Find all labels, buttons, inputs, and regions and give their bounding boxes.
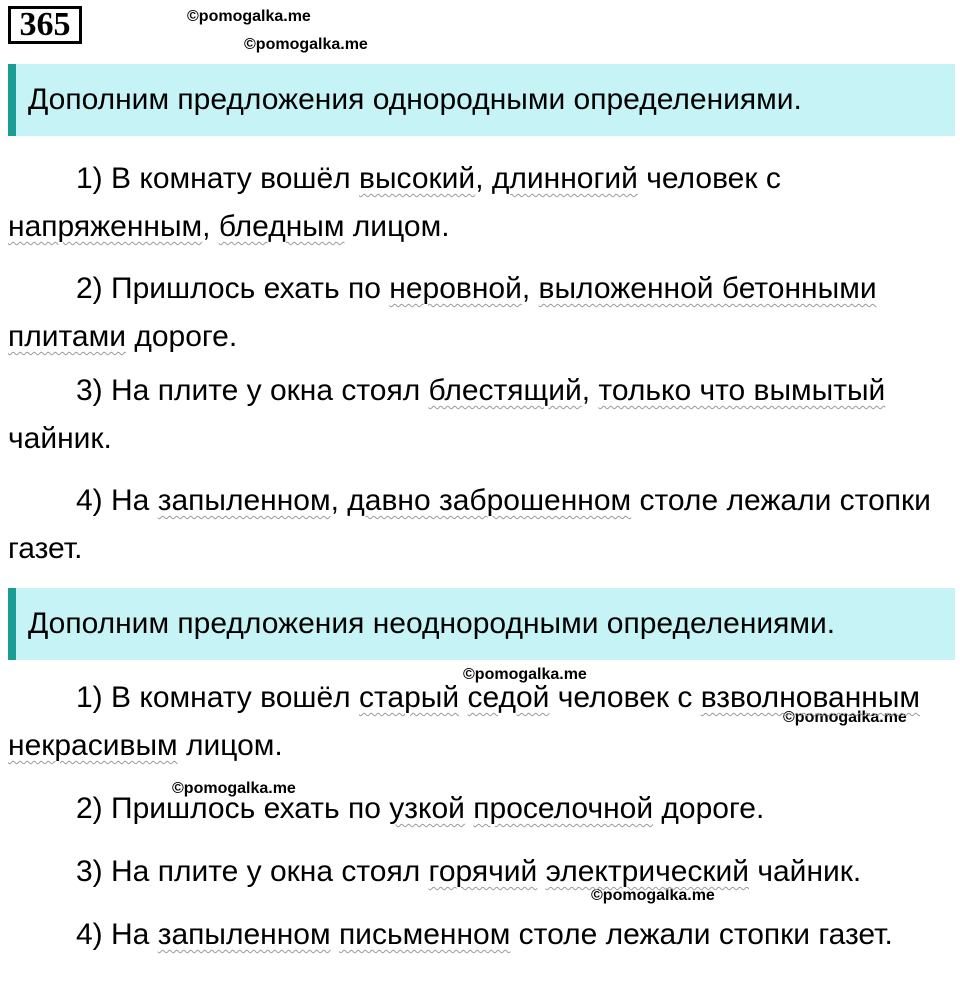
sentence-2-3 xyxy=(8,848,953,896)
sentence-text: 4) На xyxy=(76,484,158,517)
watermark: ©pomogalka.me xyxy=(187,8,311,25)
sentence-2-1 xyxy=(8,674,953,770)
sentence-text: человек с xyxy=(637,162,781,195)
sentence-text: человек с xyxy=(549,681,701,714)
sentence-text: 3) На плите у окна стоял xyxy=(76,374,429,407)
sentence-text: 4) На xyxy=(76,918,158,951)
sentence-text: 1) В комнату вошёл xyxy=(76,681,360,714)
sentence-text: 2) Пришлось ехать по xyxy=(76,792,390,825)
sentence-text xyxy=(331,918,339,951)
sentence-1-4 xyxy=(8,477,953,573)
underlined-definition: узкой xyxy=(389,792,465,825)
sentence-2-4 xyxy=(8,911,953,959)
task-number: 365 xyxy=(8,6,82,44)
underlined-definition: только что вымытый xyxy=(598,374,886,407)
sentence-text: дороге. xyxy=(125,320,238,353)
sentence-text: чайник. xyxy=(749,855,862,888)
underlined-definition: напряженным xyxy=(8,210,203,243)
sentence-text: , xyxy=(581,374,599,407)
underlined-definition: горячий xyxy=(428,855,538,888)
sentence-1-1 xyxy=(8,155,953,251)
sentence-text: , xyxy=(330,484,348,517)
watermark: ©pomogalka.me xyxy=(244,36,368,53)
section-2-heading: Дополним предложения неоднородными определениями. xyxy=(8,588,955,660)
underlined-definition: длинногий xyxy=(491,162,638,195)
underlined-definition: выложенной бетонными плитами xyxy=(8,272,877,353)
underlined-definition: письменном xyxy=(338,918,511,951)
sentence-text: , xyxy=(202,210,219,243)
underlined-definition: старый xyxy=(359,681,460,714)
underlined-definition: некрасивым xyxy=(8,729,178,762)
sentence-text: столе лежали стопки газет. xyxy=(8,484,931,565)
sentence-text: чайник. xyxy=(8,422,112,455)
watermark: ©pomogalka.me xyxy=(783,709,907,726)
sentence-2-2 xyxy=(8,785,953,833)
watermark: ©pomogalka.me xyxy=(591,887,715,904)
sentence-text: дороге. xyxy=(653,792,765,825)
underlined-definition: давно заброшенном xyxy=(347,484,632,517)
underlined-definition: запыленном xyxy=(157,918,331,951)
underlined-definition: седой xyxy=(467,681,550,714)
underlined-definition: блестящий xyxy=(428,374,582,407)
sentence-text: , xyxy=(521,272,539,305)
sentence-text: лицом. xyxy=(344,210,450,243)
sentence-text: 2) Пришлось ехать по xyxy=(76,272,390,305)
sentence-text: столе лежали стопки газет. xyxy=(510,918,893,951)
underlined-definition: запыленном xyxy=(157,484,331,517)
underlined-definition: бледным xyxy=(218,210,345,243)
sentence-1-2 xyxy=(8,265,953,361)
underlined-definition: взволнованным xyxy=(700,681,921,714)
sentence-text xyxy=(537,855,545,888)
watermark: ©pomogalka.me xyxy=(463,666,587,683)
sentence-text: 3) На плите у окна стоял xyxy=(76,855,429,888)
sentence-text: 1) В комнату вошёл xyxy=(76,162,360,195)
section-1-heading: Дополним предложения однородными определениями. xyxy=(8,64,955,136)
sentence-1-3 xyxy=(8,367,953,463)
underlined-definition: высокий xyxy=(359,162,476,195)
sentence-text: , xyxy=(475,162,492,195)
underlined-definition: проселочной xyxy=(473,792,654,825)
watermark: ©pomogalka.me xyxy=(172,780,296,797)
sentence-text: лицом. xyxy=(177,729,283,762)
underlined-definition: электрический xyxy=(545,855,750,888)
underlined-definition: неровной xyxy=(389,272,522,305)
